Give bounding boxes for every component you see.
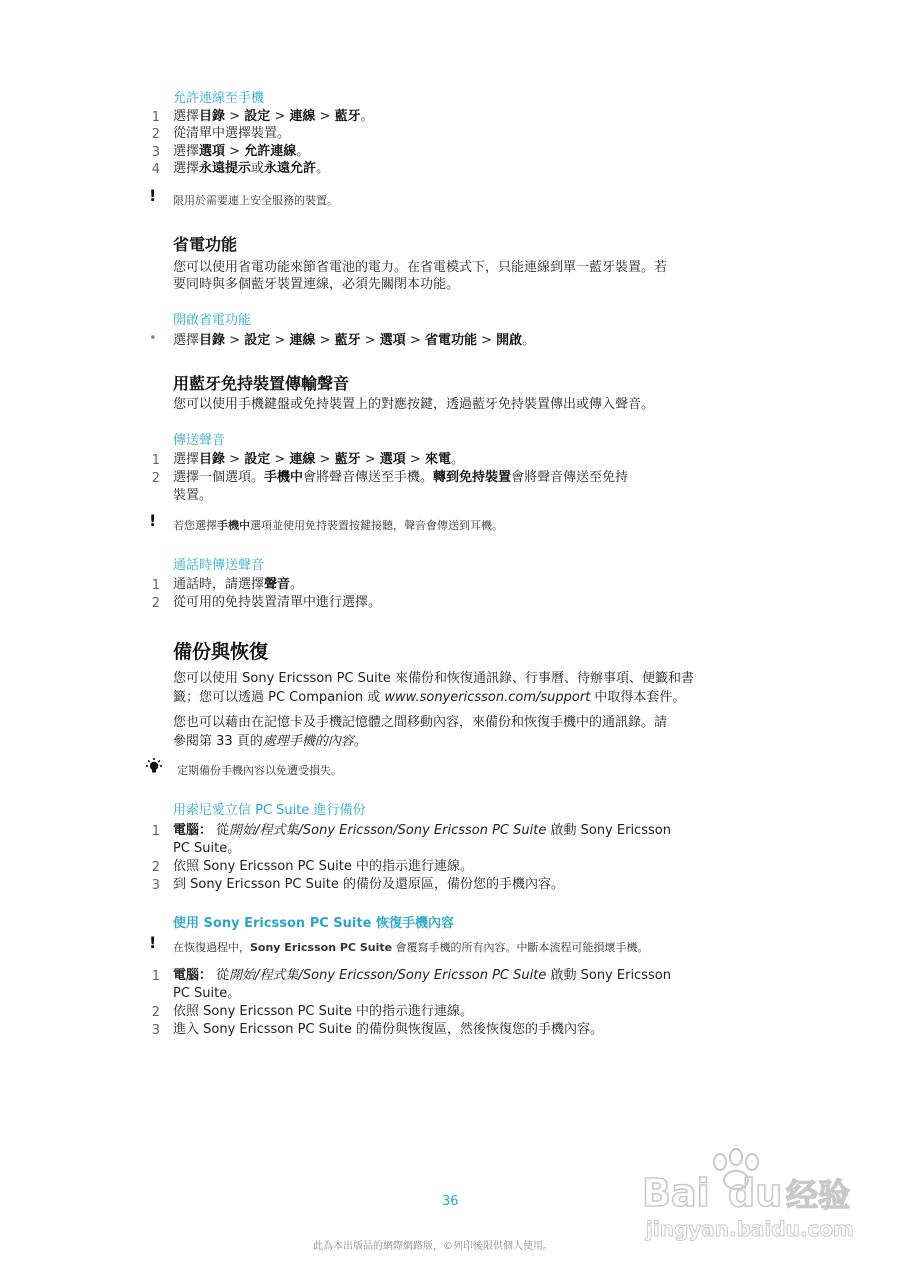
paragraph-line <box>173 733 367 751</box>
text-run: > <box>315 333 335 348</box>
menu-path-item: 連線 <box>289 109 316 124</box>
text-run: > <box>270 109 290 124</box>
text-run: 。 <box>316 161 330 176</box>
step-number: 2 <box>151 127 160 142</box>
subheading-enable-power-save: 開啟省電功能 <box>173 313 252 328</box>
baidu-watermark-logo <box>640 1148 870 1244</box>
menu-path-item: 允許連線 <box>244 144 297 159</box>
menu-path-item: 目錄 <box>199 452 226 467</box>
bullet-text <box>173 332 535 350</box>
menu-path-item: 連線 <box>289 452 316 467</box>
text-run: 中取得本套件。 <box>590 690 686 705</box>
paragraph-line <box>173 689 685 707</box>
text-run: 。 <box>522 333 536 348</box>
menu-path-item: 連線 <box>289 333 316 348</box>
menu-path-item: 選項 <box>379 452 406 467</box>
menu-path-item: Sony Ericsson PC Suite <box>250 941 393 954</box>
text-run: 在恢復過程中， <box>173 941 250 954</box>
text-run: > <box>225 333 245 348</box>
menu-path-item: 設定 <box>244 333 271 348</box>
text-run: 選擇 <box>173 333 200 348</box>
menu-path-item: 永遠提示 <box>199 161 252 176</box>
text-run: > <box>405 452 425 467</box>
subheading-restore-pc-suite: 使用 Sony Ericsson PC Suite 恢復手機內容 <box>173 916 454 931</box>
text-run: 選擇 <box>173 452 200 467</box>
text-run: 選擇 <box>173 161 200 176</box>
step-text <box>173 160 329 178</box>
text-run: 若您選擇 <box>173 519 217 532</box>
step-text <box>173 822 671 840</box>
text-run: 選擇一個選項。 <box>173 470 265 485</box>
note-text: 限用於需要連上安全服務的裝置。 <box>173 194 338 207</box>
text-run: 啟動 Sony Ericsson <box>546 968 671 983</box>
step-text <box>173 108 374 126</box>
italic-text: 開始/程式集/Sony Ericsson/Sony Ericsson PC Suite <box>229 823 547 838</box>
italic-text: 處理手機的內容 <box>262 734 354 749</box>
text-run: 通話時，請選擇 <box>173 577 265 592</box>
text-run: 會將聲音傳送至免持 <box>511 470 629 485</box>
step-number: 2 <box>151 471 160 486</box>
text-run: 或 <box>251 161 265 176</box>
text-run: 從 <box>212 823 230 838</box>
text-run: > <box>225 144 245 159</box>
menu-path-item: 選項 <box>199 144 226 159</box>
menu-path-item: 開啟 <box>496 333 523 348</box>
text-run: 。 <box>353 734 367 749</box>
text-run: > <box>315 109 335 124</box>
subheading-transfer-sound: 傳送聲音 <box>173 433 226 448</box>
subheading-call-sound: 通話時傳送聲音 <box>173 558 265 573</box>
paragraph-line: 您可以使用 Sony Ericsson PC Suite 來備份和恢復通訊錄、行事曆、待辦事項、便籤和書 <box>173 671 694 686</box>
paragraph-line: 您可以使用省電功能來節省電池的電力。在省電模式下，只能連線到單一藍牙裝置。若 <box>173 260 668 275</box>
step-number: 2 <box>151 1005 160 1020</box>
text-run: > <box>476 333 497 348</box>
text-run: > <box>315 452 335 467</box>
warning-icon: ! <box>149 511 157 530</box>
step-number: 2 <box>151 860 160 875</box>
text-run: 。 <box>296 144 310 159</box>
lightbulb-icon <box>144 757 164 777</box>
menu-path-item: 藍牙 <box>334 109 361 124</box>
step-number: 1 <box>151 824 160 839</box>
tip-text: 定期備份手機內容以免遭受損失。 <box>177 764 342 777</box>
step-text <box>173 451 464 469</box>
menu-path-item: 藍牙 <box>334 333 361 348</box>
menu-path-item: 省電功能 <box>424 333 477 348</box>
menu-path-item: 電腦： <box>173 823 213 838</box>
text-run: 從 <box>212 968 230 983</box>
step-number: 1 <box>151 110 160 125</box>
text-run: 啟動 Sony Ericsson <box>546 823 671 838</box>
text-run: 選擇 <box>173 144 200 159</box>
svg-text:经验: 经验 <box>786 1176 851 1214</box>
menu-path-item: 來電 <box>424 452 451 467</box>
step-text-continued: PC Suite。 <box>173 841 241 856</box>
menu-path-item: 設定 <box>244 452 271 467</box>
step-text: 依照 Sony Ericsson PC Suite 中的指示進行連線。 <box>173 859 473 874</box>
paragraph-line: 要同時與多個藍牙裝置連線，必須先關閉本功能。 <box>173 277 460 292</box>
warning-icon: ! <box>149 933 157 952</box>
svg-text:jingyan.baidu.com: jingyan.baidu.com <box>646 1217 854 1241</box>
step-number: 3 <box>151 145 160 160</box>
menu-path-item: 電腦： <box>173 968 213 983</box>
step-text <box>173 576 303 594</box>
italic-text: 開始/程式集/Sony Ericsson/Sony Ericsson PC Suite <box>229 968 547 983</box>
step-text <box>173 967 671 985</box>
section-title-power-save: 省電功能 <box>173 235 238 254</box>
menu-path-item: 目錄 <box>199 109 226 124</box>
step-text-continued: 裝置。 <box>173 488 213 503</box>
text-run: 。 <box>450 452 464 467</box>
menu-path-item: 手機中 <box>264 470 304 485</box>
menu-path-item: 轉到免持裝置 <box>433 470 512 485</box>
subheading-backup-pc-suite: 用索尼愛立信 PC Suite 進行備份 <box>173 803 366 818</box>
menu-path-item: 藍牙 <box>334 452 361 467</box>
text-run: > <box>270 333 290 348</box>
text-run: 。 <box>290 577 304 592</box>
footer-text: 此為本出版品的網際網路版，©列印後限供個人使用。 <box>313 1241 553 1252</box>
bullet-icon: • <box>149 331 157 346</box>
paragraph-line: 您可以使用手機鍵盤或免持裝置上的對應按鍵，透過藍牙免持裝置傳出或傳入聲音。 <box>173 397 655 412</box>
step-text <box>173 143 309 161</box>
menu-path-item: 永遠允許 <box>264 161 317 176</box>
text-run: 參閱第 33 頁的 <box>173 734 263 749</box>
paragraph-line: 您也可以藉由在記憶卡及手機記憶體之間移動內容，來備份和恢復手機中的通訊錄。請 <box>173 715 668 730</box>
note-text <box>173 517 503 533</box>
step-number: 3 <box>151 878 160 893</box>
step-number: 1 <box>151 578 160 593</box>
text-run: > <box>225 109 245 124</box>
text-run: > <box>270 452 290 467</box>
step-number: 3 <box>151 1023 160 1038</box>
svg-text:du: du <box>728 1171 783 1215</box>
step-text <box>173 125 290 143</box>
step-number: 2 <box>151 596 160 611</box>
text-run: 選擇 <box>173 109 200 124</box>
subheading-allow-connection: 允許連線至手機 <box>173 91 265 106</box>
page-number: 36 <box>442 1194 459 1209</box>
italic-text: www.sonyericsson.com/support <box>384 690 591 705</box>
warning-icon: ! <box>149 186 157 205</box>
step-text: 進入 Sony Ericsson PC Suite 的備份與恢復區，然後恢復您的手機內容。 <box>173 1022 603 1037</box>
svg-text:Bai: Bai <box>642 1171 710 1215</box>
menu-path-item: 聲音 <box>264 577 291 592</box>
note-text <box>173 939 649 955</box>
step-number: 1 <box>151 969 160 984</box>
text-run: 。 <box>360 109 374 124</box>
section-title-handsfree: 用藍牙免持裝置傳輸聲音 <box>173 374 350 393</box>
menu-path-item: 目錄 <box>199 333 226 348</box>
step-text: 從可用的免持裝置清單中進行選擇。 <box>173 595 382 610</box>
text-run: 會覆寫手機的所有內容。中斷本流程可能損壞手機。 <box>392 941 649 954</box>
step-number: 1 <box>151 453 160 468</box>
text-run: > <box>405 333 425 348</box>
text-run: 會將聲音傳送至手機。 <box>303 470 434 485</box>
step-text-continued: PC Suite。 <box>173 986 241 1001</box>
step-text: 到 Sony Ericsson PC Suite 的備份及還原區，備份您的手機內容。 <box>173 877 564 892</box>
menu-path-item: 選項 <box>379 333 406 348</box>
text-run: > <box>360 452 380 467</box>
step-number: 4 <box>151 162 160 177</box>
section-title-backup: 備份與恢復 <box>173 641 269 663</box>
text-run: 籤；您可以透過 PC Companion 或 <box>173 690 385 705</box>
step-text <box>173 469 628 487</box>
step-text: 依照 Sony Ericsson PC Suite 中的指示進行連線。 <box>173 1004 473 1019</box>
text-run: 從清單中選擇裝置。 <box>173 126 291 141</box>
text-run: 選項並使用免持裝置按鍵接聽，聲音會傳送到耳機。 <box>250 519 503 532</box>
text-run: > <box>360 333 380 348</box>
menu-path-item: 設定 <box>244 109 271 124</box>
text-run: > <box>225 452 245 467</box>
menu-path-item: 手機中 <box>217 519 250 532</box>
